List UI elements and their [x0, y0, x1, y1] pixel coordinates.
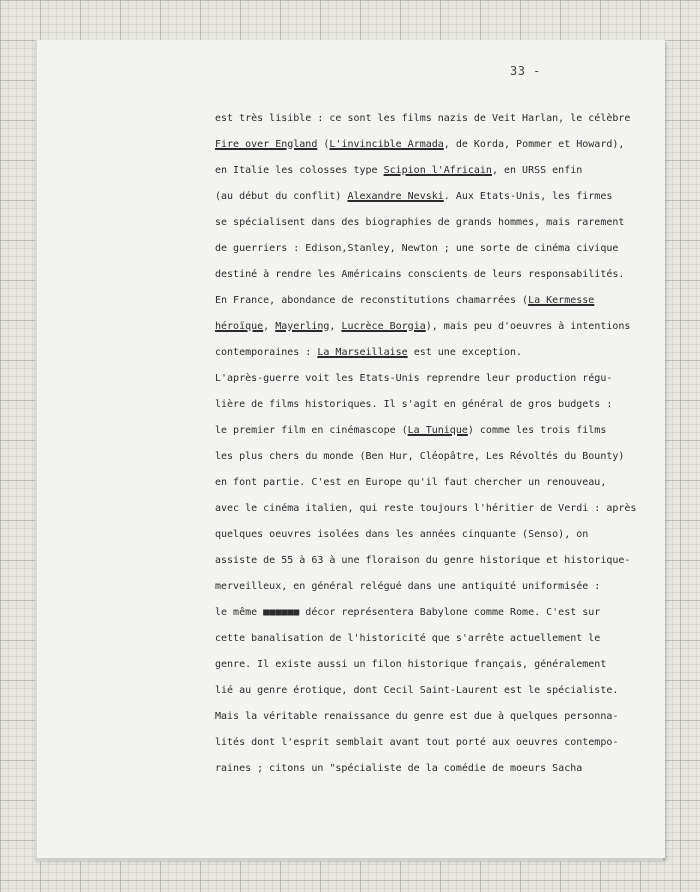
text-segment: assiste de 55 à 63 à une floraison du genre historique et historique- — [215, 555, 631, 566]
text-segment: en font partie. C'est en Europe qu'il faut chercher un renouveau, — [215, 477, 607, 488]
text-line — [215, 704, 655, 730]
text-segment: raines ; citons un "spécialiste de la comédie de moeurs Sacha — [215, 763, 583, 774]
underlined-title: Scipion l'Africain — [383, 165, 492, 176]
text-segment: ( — [317, 139, 330, 150]
text-line — [215, 600, 655, 626]
text-segment: lié au genre érotique, dont Cecil Saint-Laurent est le spécialiste. — [215, 685, 619, 696]
text-segment: destiné à rendre les Américains conscients de leurs responsabilités. — [215, 269, 625, 280]
text-line — [215, 340, 655, 366]
underlined-title: La Tunique — [407, 425, 468, 436]
text-segment: quelques oeuvres isolées dans les années cinquante (Senso), on — [215, 529, 589, 540]
text-line — [215, 158, 655, 184]
text-line — [215, 236, 655, 262]
text-line — [215, 574, 655, 600]
underlined-title: L'invincible Armada — [329, 139, 444, 150]
text-segment: le même ■■■■■■ décor représentera Babylone comme Rome. C'est sur — [215, 607, 601, 618]
text-segment: contemporaines : — [215, 347, 318, 358]
text-segment: , — [263, 321, 276, 332]
text-segment: (au début du conflit) — [215, 191, 348, 202]
text-segment: L'après-guerre voit les Etats-Unis reprendre leur production régu- — [215, 373, 613, 384]
body-text — [215, 106, 655, 782]
text-line — [215, 132, 655, 158]
text-line — [215, 470, 655, 496]
text-segment: merveilleux, en général relégué dans une antiquité uniformisée : — [215, 581, 601, 592]
underlined-title: Fire over England — [215, 139, 318, 150]
text-segment: ), mais peu d'oeuvres à intentions — [425, 321, 631, 332]
underlined-title: La Marseillaise — [317, 347, 408, 358]
text-line — [215, 626, 655, 652]
text-segment: lités dont l'esprit semblait avant tout porté aux oeuvres contempo- — [215, 737, 619, 748]
text-segment: est une exception. — [407, 347, 523, 358]
text-segment: de guerriers : Edison,Stanley, Newton ; une sorte de cinéma civique — [215, 243, 619, 254]
page-edge — [35, 858, 663, 862]
text-line — [215, 678, 655, 704]
text-line — [215, 288, 655, 314]
text-line — [215, 262, 655, 288]
text-segment: les plus chers du monde (Ben Hur, Cléopâtre, Les Révoltés du Bounty) — [215, 451, 625, 462]
text-line — [215, 730, 655, 756]
underlined-title: Mayerling — [275, 321, 330, 332]
text-line — [215, 106, 655, 132]
text-line — [215, 548, 655, 574]
text-segment: . Aux Etats-Unis, les firmes — [443, 191, 613, 202]
underlined-title: La Kermesse — [528, 295, 595, 306]
text-line — [215, 444, 655, 470]
text-line — [215, 496, 655, 522]
text-segment: est très lisible : ce sont les films nazis de Veit Harlan, le célèbre — [215, 113, 631, 124]
text-segment: en Italie les colosses type — [215, 165, 384, 176]
text-line — [215, 392, 655, 418]
page-number: 33 - — [510, 64, 541, 78]
text-segment: En France, abondance de reconstitutions chamarrées ( — [215, 295, 529, 306]
text-line — [215, 522, 655, 548]
text-line — [215, 756, 655, 782]
text-segment: , — [329, 321, 342, 332]
text-segment: se spécialisent dans des biographies de grands hommes, mais rarement — [215, 217, 625, 228]
text-line — [215, 652, 655, 678]
text-segment: ) comme les trois films — [467, 425, 607, 436]
text-segment: avec le cinéma italien, qui reste toujours l'héritier de Verdi : après — [215, 503, 637, 514]
text-segment: Mais la véritable renaissance du genre est due à quelques personna- — [215, 711, 619, 722]
text-segment: , en URSS enfin — [491, 165, 583, 176]
text-segment: genre. Il existe aussi un filon historique français, généralement — [215, 659, 607, 670]
text-segment: le premier film en cinémascope ( — [215, 425, 408, 436]
text-segment: cette banalisation de l'historicité que s'arrête actuellement le — [215, 633, 601, 644]
text-line — [215, 366, 655, 392]
text-line — [215, 314, 655, 340]
underlined-title: Alexandre Nevski — [347, 191, 444, 202]
text-segment: lière de films historiques. Il s'agit en général de gros budgets : — [215, 399, 613, 410]
text-line — [215, 210, 655, 236]
underlined-title: héroïque — [215, 321, 264, 332]
underlined-title: Lucrèce Borgia — [341, 321, 426, 332]
text-line — [215, 418, 655, 444]
text-segment: , de Korda, Pommer et Howard), — [443, 139, 625, 150]
text-line — [215, 184, 655, 210]
